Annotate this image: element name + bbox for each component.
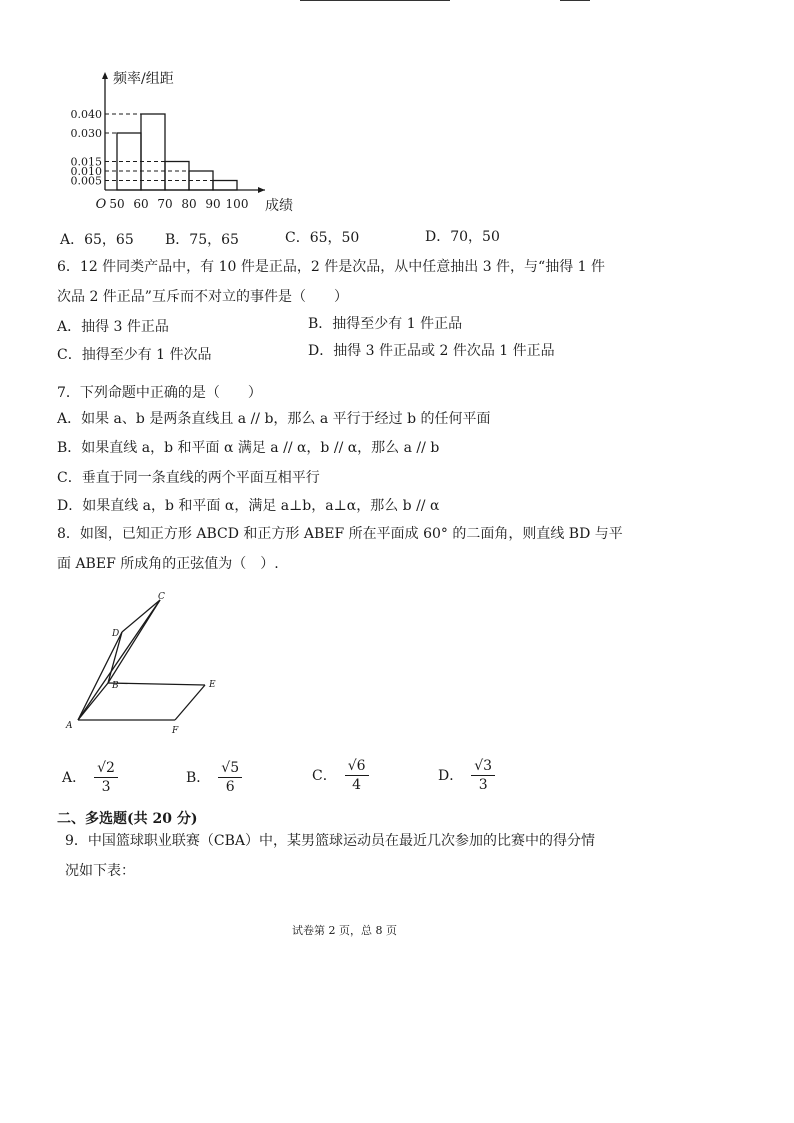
y-axis-title: 频率/组距 <box>113 71 174 87</box>
q8-option-d[interactable] <box>438 758 495 794</box>
q6-option-a[interactable]: A．抽得 3 件正品 <box>57 319 169 335</box>
q8-option-b-letter: B． <box>186 770 211 786</box>
q6-option-c[interactable]: C．抽得至少有 1 件次品 <box>57 347 212 363</box>
x-tick-label: 50 <box>109 197 125 211</box>
q8-option-c-letter: C． <box>312 768 337 784</box>
q5-option-c[interactable]: C．65，50 <box>285 230 360 246</box>
q7-option-c[interactable]: C．垂直于同一条直线的两个平面互相平行 <box>57 470 320 486</box>
edge-be <box>108 683 205 685</box>
q8-option-b-fraction: $\frac{√5}{6}$ <box>218 760 242 796</box>
q9-stem-line-2: 况如下表： <box>65 863 135 879</box>
q8-option-a[interactable] <box>62 760 118 796</box>
y-tick-label: 0.010 <box>70 165 102 178</box>
y-tick-label: 0.015 <box>70 155 102 169</box>
q8-option-d-letter: D． <box>438 768 464 784</box>
q8-option-d-fraction: $\frac{√3}{3}$ <box>471 758 495 794</box>
edge-ef <box>175 685 205 720</box>
x-axis-title: 成绩 <box>265 198 293 214</box>
q7-option-b[interactable]: B．如果直线 a，b 和平面 α 满足 a // α，b // α，那么 a // b <box>57 440 440 456</box>
scan-edge-line <box>560 0 590 1</box>
y-tick-label: 0.040 <box>70 108 102 121</box>
point-label-f: F <box>172 726 179 736</box>
segment-bd <box>108 632 122 683</box>
q6-stem-line-1: 6．12 件同类产品中，有 10 件是正品，2 件是次品，从中任意抽出 3 件，与“抽得 1 件 <box>57 259 606 275</box>
q9-stem-line-1: 9．中国篮球职业联赛（CBA）中，某男篮球运动员在最近几次参加的比赛中的得分情 <box>65 833 596 849</box>
q5-option-b[interactable]: B．75，65 <box>165 232 239 248</box>
x-tick-label: 60 <box>133 197 149 211</box>
q8-option-c[interactable] <box>312 758 369 794</box>
point-label-c: C <box>158 592 165 602</box>
q6-option-d[interactable]: D．抽得 3 件正品或 2 件次品 1 件正品 <box>308 343 555 359</box>
y-tick-label: 0.030 <box>70 127 102 140</box>
point-label-e: E <box>209 680 216 690</box>
q6-stem-line-2: 次品 2 件正品”互斥而不对立的事件是（ ） <box>57 289 348 305</box>
q7-stem: 7．下列命题中正确的是（ ） <box>57 385 262 401</box>
q5-option-a[interactable]: A．65，65 <box>60 232 134 248</box>
edge-ad <box>78 632 122 720</box>
x-tick-label: 80 <box>181 197 197 211</box>
histogram-bar <box>141 114 165 190</box>
x-tick-label: 100 <box>225 197 249 211</box>
origin-label: O <box>95 197 107 212</box>
section-title-multiple-choice: 二、多选题(共 20 分) <box>57 811 198 827</box>
histogram-bar <box>165 162 189 191</box>
point-label-a: A <box>66 721 73 731</box>
q7-option-a[interactable]: A．如果 a、b 是两条直线且 a // b，那么 a 平行于经过 b 的任何平面 <box>57 411 491 427</box>
y-tick-label: 0.005 <box>70 174 102 188</box>
q6-option-b[interactable]: B．抽得至少有 1 件正品 <box>308 316 463 332</box>
histogram-bar <box>213 181 237 191</box>
frequency-histogram <box>60 60 300 220</box>
q8-option-a-fraction: $\frac{√2}{3}$ <box>94 760 118 796</box>
x-tick-label: 90 <box>205 197 221 211</box>
edge-ca-diagonal <box>78 600 160 720</box>
x-tick-label: 70 <box>157 197 173 211</box>
x-axis-arrow <box>258 187 265 193</box>
scan-edge-line <box>300 0 450 1</box>
q8-stem-line-2: 面 ABEF 所成角的正弦值为（ ）. <box>57 556 279 572</box>
dihedral-angle-figure <box>60 590 230 740</box>
point-label-d: D <box>112 629 120 639</box>
y-axis-arrow <box>102 72 108 79</box>
q8-option-b[interactable] <box>186 760 242 796</box>
point-label-b: B <box>112 681 119 691</box>
q8-option-c-fraction: $\frac{√6}{4}$ <box>345 758 369 794</box>
q8-option-a-letter: A． <box>62 770 87 786</box>
q7-option-d[interactable]: D．如果直线 a，b 和平面 α，满足 a⊥b，a⊥α，那么 b // α <box>57 498 440 514</box>
q5-option-d[interactable]: D．70，50 <box>425 229 500 245</box>
page-footer: 试卷第 2 页，总 8 页 <box>292 924 397 937</box>
q8-stem-line-1: 8．如图，已知正方形 ABCD 和正方形 ABEF 所在平面成 60° 的二面角，则直线 BD 与平 <box>57 526 623 542</box>
